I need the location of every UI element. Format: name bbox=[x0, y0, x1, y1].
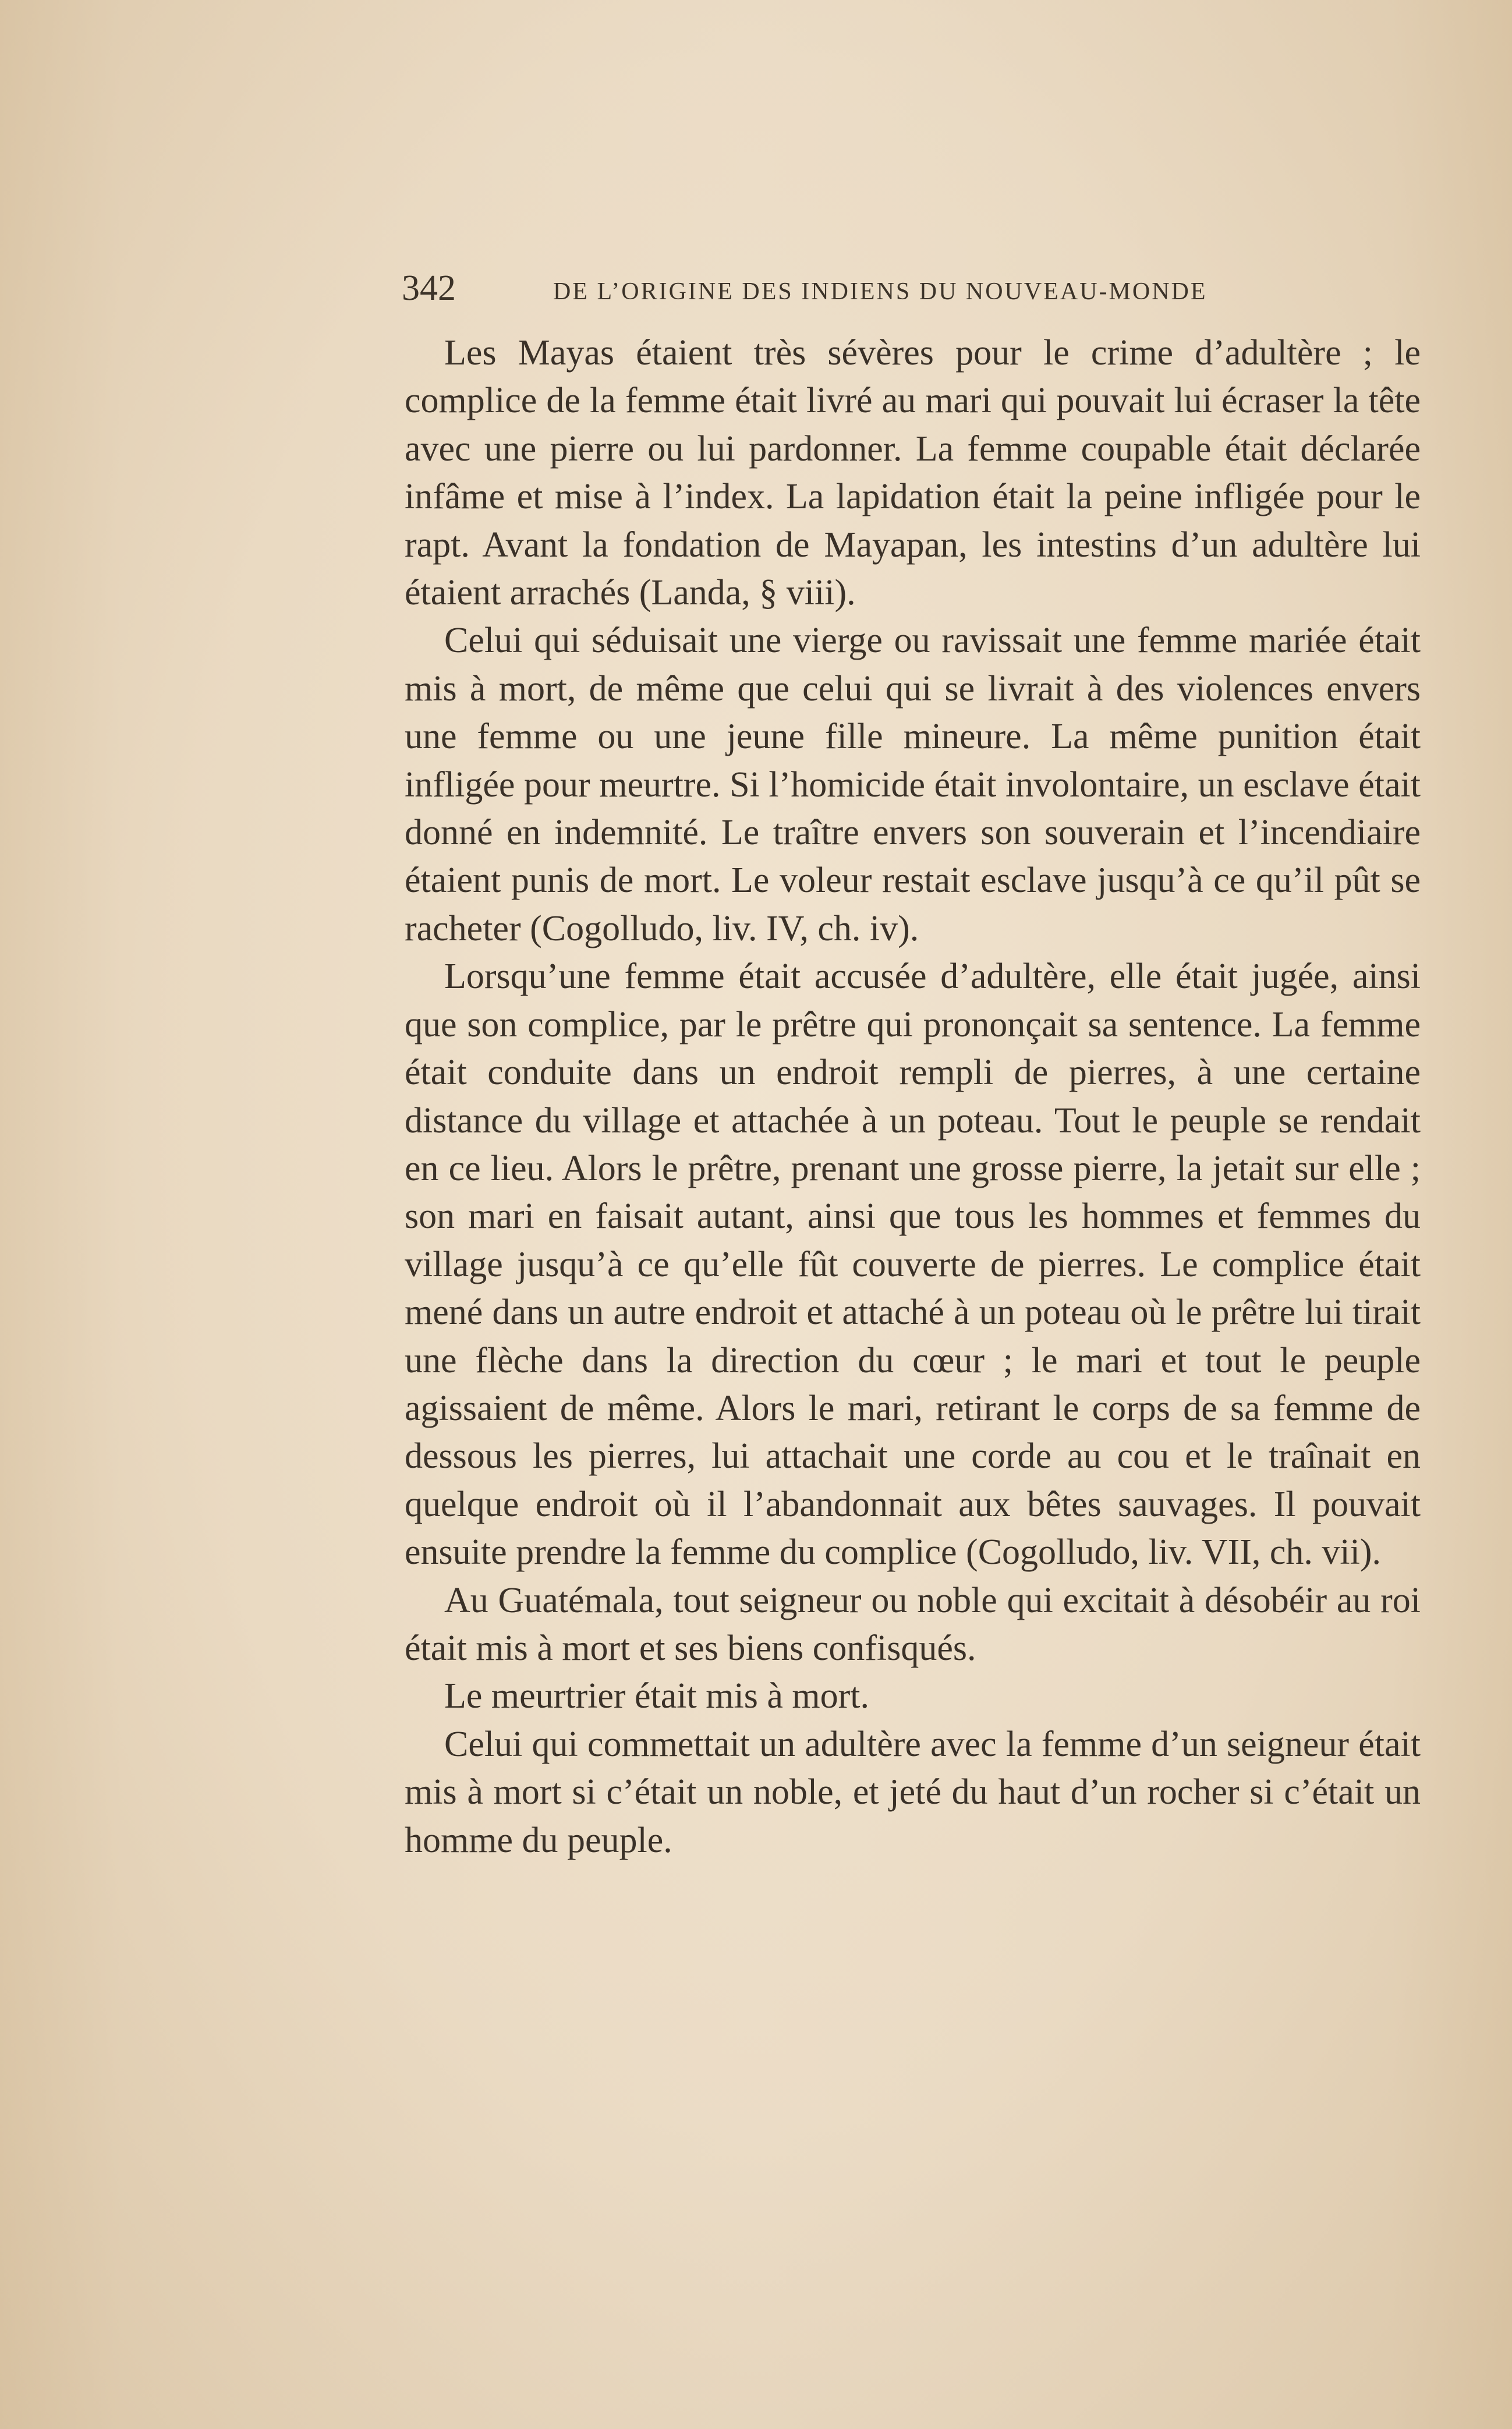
body-text bbox=[405, 329, 1421, 1864]
page-header bbox=[402, 265, 1276, 311]
paragraph-murderer: Le meurtrier était mis à mort. bbox=[444, 1676, 869, 1716]
page-number: 342 bbox=[402, 268, 456, 308]
running-title: DE L’ORIGINE DES INDIENS DU NOUVEAU-MONDE bbox=[553, 278, 1208, 305]
paragraph-mayas-adultery: Les Mayas étaient très sévères pour le crime d’adultère ; le complice de la femme était livré au mari qui pouvait lui écraser la tête avec une pierre ou lui pardonner. La femme coupable était déclarée infâme et mise à l’index. La lapidation était la peine infligée pour le rapt. Avant la fondation de Mayapan, les intestins d’un adultère lui étaient arrachés (Landa, § viii). bbox=[405, 333, 1421, 613]
paragraph-seduction-punishment: Celui qui séduisait une vierge ou ravissait une femme mariée était mis à mort, de même que celui qui se livrait à des violences envers une femme ou une jeune fille mineure. La même punition était infligée pour meurtre. Si l’homicide était involontaire, un esclave était donné en indemnité. Le traître envers son souverain et l’incendiaire étaient punis de mort. Le voleur restait esclave jusqu’à ce qu’il pût se racheter (Cogolludo, liv. IV, ch. iv). bbox=[405, 621, 1421, 948]
paragraph-lapidation-procedure: Lorsqu’une femme était accusée d’adultère, elle était jugée, ainsi que son complice, par le prêtre qui prononçait sa sentence. La femme était conduite dans un endroit rempli de pierres, à une certaine distance du village et attachée à un poteau. Tout le peuple se rendait en ce lieu. Alors le prêtre, prenant une grosse pierre, la jetait sur elle ; son mari en faisait autant, ainsi que tous les hommes et femmes du village jusqu’à ce qu’elle fût couverte de pierres. Le complice était mené dans un autre endroit et attaché à un poteau où le prêtre lui tirait une flèche dans la direction du cœur ; le mari et tout le peuple agissaient de même. Alors le mari, retirant le corps de sa femme de dessous les pierres, lui attachait une corde au cou et le traînait en quelque endroit où il l’abandonnait aux bêtes sauvages. Il pouvait ensuite prendre la femme du complice (Cogolludo, liv. VII, ch. vii). bbox=[405, 957, 1421, 1573]
paragraph-guatemala-nobles: Au Guatémala, tout seigneur ou noble qui excitait à désobéir au roi était mis à mort et ses biens confisqués. bbox=[405, 1580, 1421, 1668]
paragraph-adultery-lord: Celui qui commettait un adultère avec la femme d’un seigneur était mis à mort si c’était un noble, et jeté du haut d’un rocher si c’était un homme du peuple. bbox=[405, 1724, 1421, 1860]
